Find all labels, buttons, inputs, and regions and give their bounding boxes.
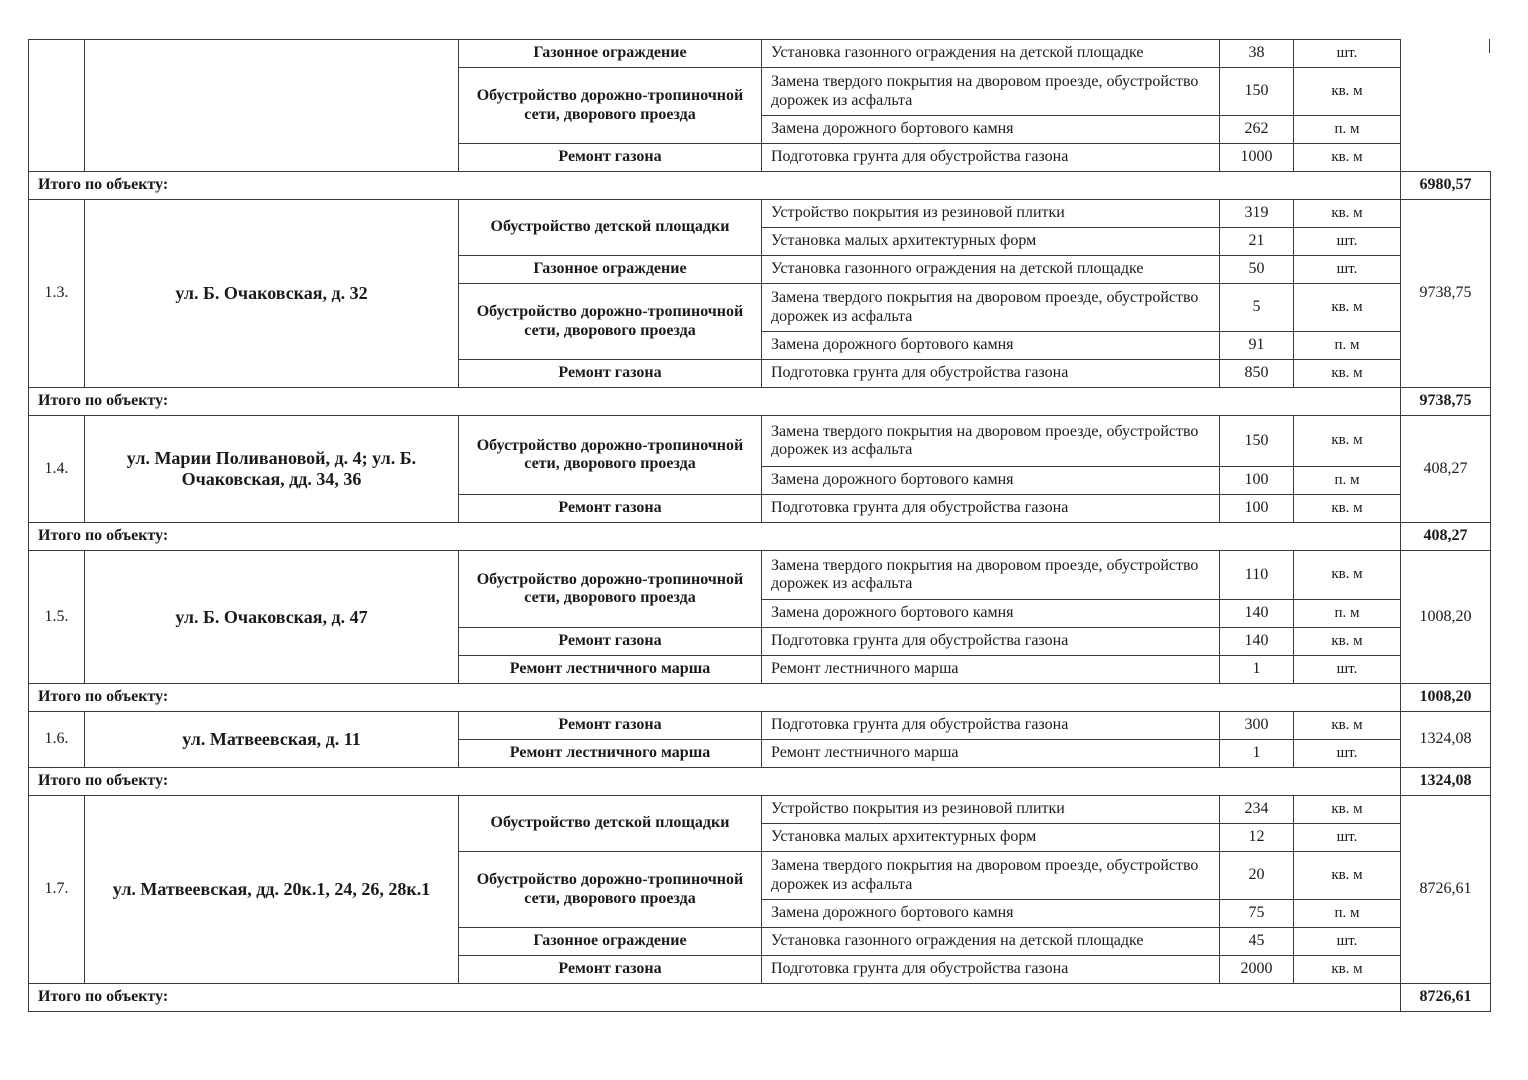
unit: п. м: [1294, 467, 1401, 495]
total-sum: 408,27: [1401, 523, 1491, 551]
unit: кв. м: [1294, 416, 1401, 467]
cost: 1008,20: [1401, 551, 1491, 684]
item-number: 1.4.: [29, 416, 85, 523]
total-label: Итого по объекту:: [29, 984, 1401, 1012]
work-description: Замена дорожного бортового камня: [762, 116, 1220, 144]
total-sum: 6980,57: [1401, 172, 1491, 200]
work-description: Установка газонного ограждения на детской площадке: [762, 40, 1220, 68]
unit: кв. м: [1294, 852, 1401, 900]
quantity: 140: [1220, 628, 1294, 656]
quantity: 100: [1220, 467, 1294, 495]
quantity: 2000: [1220, 956, 1294, 984]
total-label: Итого по объекту:: [29, 523, 1401, 551]
unit: п. м: [1294, 332, 1401, 360]
unit: шт.: [1294, 740, 1401, 768]
total-sum: 9738,75: [1401, 388, 1491, 416]
quantity: 12: [1220, 824, 1294, 852]
item-number-cell: [29, 40, 85, 172]
quantity: 150: [1220, 68, 1294, 116]
unit: кв. м: [1294, 628, 1401, 656]
total-sum: 1008,20: [1401, 684, 1491, 712]
work-category: Ремонт газона: [459, 956, 762, 984]
total-row: [29, 684, 1491, 712]
quantity: 45: [1220, 928, 1294, 956]
work-description: Подготовка грунта для обустройства газона: [762, 495, 1220, 523]
address-cell: [85, 40, 459, 172]
quantity: 1: [1220, 656, 1294, 684]
quantity: 1: [1220, 740, 1294, 768]
work-description: Подготовка грунта для обустройства газона: [762, 712, 1220, 740]
work-description: Установка газонного ограждения на детской площадке: [762, 256, 1220, 284]
item-number: 1.3.: [29, 200, 85, 388]
table-row: [29, 551, 1491, 600]
work-category: Ремонт газона: [459, 360, 762, 388]
work-category: Обустройство дорожно-тропиночной сети, дворового проезда: [459, 551, 762, 628]
cost-cell: [1401, 40, 1491, 172]
total-label: Итого по объекту:: [29, 388, 1401, 416]
unit: кв. м: [1294, 956, 1401, 984]
total-row: [29, 388, 1491, 416]
work-description: Подготовка грунта для обустройства газона: [762, 956, 1220, 984]
total-sum: 8726,61: [1401, 984, 1491, 1012]
unit: шт.: [1294, 824, 1401, 852]
address: ул. Матвеевская, д. 11: [85, 712, 459, 768]
address: ул. Матвеевская, дд. 20к.1, 24, 26, 28к.1: [85, 796, 459, 984]
work-description: Устройство покрытия из резиновой плитки: [762, 796, 1220, 824]
unit: кв. м: [1294, 144, 1401, 172]
work-description: Замена дорожного бортового камня: [762, 900, 1220, 928]
quantity: 234: [1220, 796, 1294, 824]
work-description: Установка малых архитектурных форм: [762, 228, 1220, 256]
cost: 9738,75: [1401, 200, 1491, 388]
work-category: Ремонт лестничного марша: [459, 740, 762, 768]
table-row: [29, 40, 1491, 68]
item-number: 1.6.: [29, 712, 85, 768]
work-category: Газонное ограждение: [459, 256, 762, 284]
total-label: Итого по объекту:: [29, 684, 1401, 712]
quantity: 20: [1220, 852, 1294, 900]
quantity: 38: [1220, 40, 1294, 68]
work-description: Ремонт лестничного марша: [762, 656, 1220, 684]
unit: кв. м: [1294, 712, 1401, 740]
address: ул. Б. Очаковская, д. 47: [85, 551, 459, 684]
unit: кв. м: [1294, 495, 1401, 523]
work-category: Газонное ограждение: [459, 928, 762, 956]
quantity: 319: [1220, 200, 1294, 228]
quantity: 5: [1220, 284, 1294, 332]
quantity: 850: [1220, 360, 1294, 388]
unit: кв. м: [1294, 796, 1401, 824]
quantity: 91: [1220, 332, 1294, 360]
work-category: Обустройство дорожно-тропиночной сети, дворового проезда: [459, 416, 762, 495]
work-category: Ремонт газона: [459, 712, 762, 740]
unit: шт.: [1294, 256, 1401, 284]
table-row: [29, 416, 1491, 467]
quantity: 1000: [1220, 144, 1294, 172]
total-row: [29, 172, 1491, 200]
table-row: [29, 796, 1491, 824]
quantity: 262: [1220, 116, 1294, 144]
work-description: Замена твердого покрытия на дворовом проезде, обустройство дорожек из асфальта: [762, 68, 1220, 116]
unit: кв. м: [1294, 284, 1401, 332]
work-category: Обустройство детской площадки: [459, 200, 762, 256]
total-row: [29, 768, 1491, 796]
cost: 408,27: [1401, 416, 1491, 523]
work-description: Замена твердого покрытия на дворовом проезде, обустройство дорожек из асфальта: [762, 416, 1220, 467]
work-description: Устройство покрытия из резиновой плитки: [762, 200, 1220, 228]
work-description: Замена твердого покрытия на дворовом проезде, обустройство дорожек из асфальта: [762, 284, 1220, 332]
quantity: 50: [1220, 256, 1294, 284]
unit: кв. м: [1294, 68, 1401, 116]
work-description: Замена дорожного бортового камня: [762, 467, 1220, 495]
work-description: Замена дорожного бортового камня: [762, 600, 1220, 628]
total-row: [29, 523, 1491, 551]
quantity: 100: [1220, 495, 1294, 523]
work-description: Замена твердого покрытия на дворовом проезде, обустройство дорожек из асфальта: [762, 852, 1220, 900]
cost: 1324,08: [1401, 712, 1491, 768]
work-category: Ремонт газона: [459, 495, 762, 523]
quantity: 150: [1220, 416, 1294, 467]
item-number: 1.7.: [29, 796, 85, 984]
work-description: Установка газонного ограждения на детской площадке: [762, 928, 1220, 956]
work-category: Обустройство дорожно-тропиночной сети, дворового проезда: [459, 68, 762, 144]
work-description: Ремонт лестничного марша: [762, 740, 1220, 768]
work-category: Обустройство дорожно-тропиночной сети, дворового проезда: [459, 852, 762, 928]
cost: 8726,61: [1401, 796, 1491, 984]
work-description: Подготовка грунта для обустройства газона: [762, 360, 1220, 388]
work-description: Подготовка грунта для обустройства газона: [762, 144, 1220, 172]
unit: п. м: [1294, 116, 1401, 144]
total-label: Итого по объекту:: [29, 768, 1401, 796]
address: ул. Марии Поливановой, д. 4; ул. Б. Очаковская, дд. 34, 36: [85, 416, 459, 523]
table-row: [29, 200, 1491, 228]
unit: кв. м: [1294, 551, 1401, 600]
work-description: Подготовка грунта для обустройства газона: [762, 628, 1220, 656]
work-category: Ремонт газона: [459, 144, 762, 172]
work-category: Ремонт лестничного марша: [459, 656, 762, 684]
address: ул. Б. Очаковская, д. 32: [85, 200, 459, 388]
quantity: 21: [1220, 228, 1294, 256]
work-description: Замена дорожного бортового камня: [762, 332, 1220, 360]
unit: шт.: [1294, 656, 1401, 684]
work-description: Замена твердого покрытия на дворовом проезде, обустройство дорожек из асфальта: [762, 551, 1220, 600]
works-table: [28, 39, 1491, 1012]
total-sum: 1324,08: [1401, 768, 1491, 796]
quantity: 110: [1220, 551, 1294, 600]
work-category: Обустройство дорожно-тропиночной сети, дворового проезда: [459, 284, 762, 360]
quantity: 300: [1220, 712, 1294, 740]
unit: п. м: [1294, 600, 1401, 628]
item-number: 1.5.: [29, 551, 85, 684]
total-row: [29, 984, 1491, 1012]
unit: кв. м: [1294, 360, 1401, 388]
quantity: 140: [1220, 600, 1294, 628]
unit: шт.: [1294, 228, 1401, 256]
quantity: 75: [1220, 900, 1294, 928]
work-category: Газонное ограждение: [459, 40, 762, 68]
unit: п. м: [1294, 900, 1401, 928]
unit: шт.: [1294, 928, 1401, 956]
unit: кв. м: [1294, 200, 1401, 228]
table-row: [29, 712, 1491, 740]
unit: шт.: [1294, 40, 1401, 68]
work-category: Ремонт газона: [459, 628, 762, 656]
total-label: Итого по объекту:: [29, 172, 1401, 200]
work-category: Обустройство детской площадки: [459, 796, 762, 852]
work-description: Установка малых архитектурных форм: [762, 824, 1220, 852]
